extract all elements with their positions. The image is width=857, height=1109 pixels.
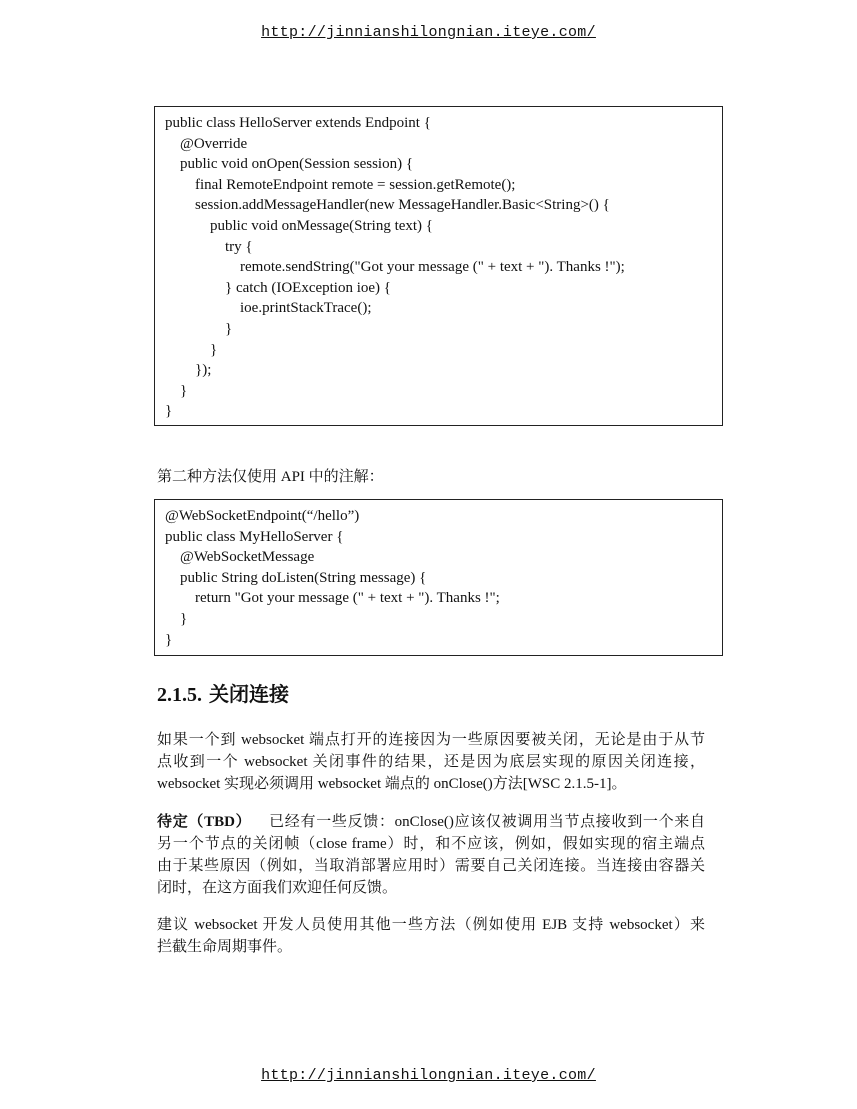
code-block-my-hello-server xyxy=(154,499,723,656)
code-line: @Override xyxy=(165,135,248,152)
tbd-text: 已经有一些反馈：onClose()应该仅被调用当节点接收到一个来自 xyxy=(251,814,705,830)
code-line: @WebSocketEndpoint(“/hello”) xyxy=(165,508,360,524)
code-line: } xyxy=(165,610,188,627)
section-number: 2.1.5. xyxy=(157,684,202,706)
code-line: session.addMessageHandler(new MessageHandler.Basic<String>() { xyxy=(165,197,610,214)
paragraph-line: 点收到一个 websocket 关闭事件的结果，还是因为底层实现的原因关闭连接， xyxy=(157,754,705,770)
code-line: public void onMessage(String text) { xyxy=(165,217,434,234)
code-line: } xyxy=(165,320,233,337)
paragraph-tbd xyxy=(157,811,705,899)
code-line: return "Got your message (" + text + "). Thanks !"; xyxy=(165,590,500,607)
paragraph-line: websocket 实现必须调用 websocket 端点的 onClose()方法[WSC 2.1.5-1]。 xyxy=(157,776,627,792)
code-line: } xyxy=(165,341,218,358)
paragraph-line: 由于某些原因（例如，当取消部署应用时）需要自己关闭连接。当连接由容器关 xyxy=(157,858,705,874)
header-url-link[interactable]: http://jinnianshilongnian.iteye.com/ xyxy=(261,24,596,41)
code-line: final RemoteEndpoint remote = session.getRemote(); xyxy=(165,176,516,193)
paragraph-line: 建议 websocket 开发人员使用其他一些方法（例如使用 EJB 支持 websocket）来 xyxy=(157,917,705,933)
section-title-text: 关闭连接 xyxy=(208,682,289,706)
code-line: remote.sendString("Got your message (" + text + "). Thanks !"); xyxy=(165,259,625,276)
code-block-hello-server xyxy=(154,106,723,426)
paragraph-line xyxy=(157,811,705,833)
paragraph-line: 拦截生命周期事件。 xyxy=(157,939,293,955)
paragraph-line: 如果一个到 websocket 端点打开的连接因为一些原因要被关闭，无论是由于从节 xyxy=(157,732,705,748)
code-line: } xyxy=(165,403,173,420)
code-line: try { xyxy=(165,238,253,255)
code-line: }); xyxy=(165,362,212,379)
paragraph-suggestion xyxy=(157,914,705,958)
code-line: } xyxy=(165,382,188,399)
intro-line: 第二种方法仅使用 API 中的注解： xyxy=(157,469,384,485)
paragraph-line: 另一个节点的关闭帧（close frame）时，和不应该，例如，假如实现的宿主端点 xyxy=(157,836,705,852)
code-line: public void onOpen(Session session) { xyxy=(165,156,414,173)
paragraph-close-connection xyxy=(157,729,705,795)
paragraph-line: 闭时，在这方面我们欢迎任何反馈。 xyxy=(157,880,398,896)
tbd-label: 待定（TBD） xyxy=(157,814,252,830)
section-heading xyxy=(157,678,289,707)
code-line: @WebSocketMessage xyxy=(165,549,315,566)
footer-url-link[interactable]: http://jinnianshilongnian.iteye.com/ xyxy=(261,1067,596,1084)
code-line: public class MyHelloServer { xyxy=(165,528,344,545)
code-line: public class HelloServer extends Endpoint { xyxy=(165,115,431,131)
intro-text xyxy=(157,466,705,488)
code-line: } xyxy=(165,631,173,648)
code-line: } catch (IOException ioe) { xyxy=(165,279,391,296)
code-line: public String doListen(String message) { xyxy=(165,569,427,586)
code-line: ioe.printStackTrace(); xyxy=(165,300,372,317)
